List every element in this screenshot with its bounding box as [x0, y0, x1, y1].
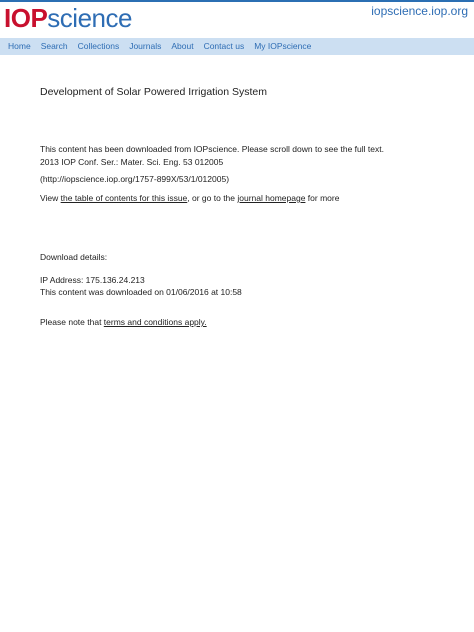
toc-link[interactable]: the table of contents for this issue — [60, 193, 188, 203]
nav-item-search — [41, 38, 68, 55]
nav-link-about[interactable]: About — [171, 41, 194, 51]
article-url: (http://iopscience.iop.org/1757-899X/53/1/012005) — [40, 174, 230, 184]
article-title: Development of Solar Powered Irrigation System — [40, 86, 268, 98]
nav-item-about — [171, 38, 193, 55]
logo-science: science — [47, 3, 132, 33]
site-header — [0, 0, 474, 38]
citation: 2013 IOP Conf. Ser.: Mater. Sci. Eng. 53 012005 — [40, 157, 224, 167]
site-link[interactable]: iopscience.iop.org — [371, 4, 468, 18]
nav-link-home[interactable]: Home — [8, 41, 31, 51]
nav-link-collections[interactable]: Collections — [77, 41, 120, 51]
nav-item-home — [8, 38, 31, 55]
nav-bar — [0, 38, 474, 55]
view-suffix: for more — [305, 193, 340, 203]
nav-item-journals — [129, 38, 161, 55]
ip-address: IP Address: 175.136.24.213 — [40, 275, 145, 285]
view-middle: , or go to the — [187, 193, 238, 203]
view-prefix: View — [40, 193, 61, 203]
terms-prefix: Please note that — [40, 317, 104, 327]
nav-link-my-iopscience[interactable]: My IOPscience — [254, 41, 312, 51]
nav-link-journals[interactable]: Journals — [129, 41, 162, 51]
nav-item-collections — [78, 38, 120, 55]
nav-list — [8, 38, 311, 55]
logo-iop: IOP — [4, 3, 48, 33]
terms-link[interactable]: terms and conditions apply. — [103, 317, 207, 327]
nav-item-my-iopscience — [254, 38, 311, 55]
download-details-heading: Download details: — [40, 252, 108, 262]
download-date: This content was downloaded on 01/06/2016 at 10:58 — [40, 287, 242, 297]
nav-link-search[interactable]: Search — [40, 41, 68, 51]
download-notice: This content has been downloaded from IOPscience. Please scroll down to see the full text. — [40, 144, 384, 154]
view-line — [40, 193, 339, 204]
terms-line — [40, 317, 207, 328]
nav-link-contact[interactable]: Contact us — [203, 41, 245, 51]
nav-item-contact — [204, 38, 245, 55]
iopscience-logo[interactable] — [4, 3, 132, 33]
journal-homepage-link[interactable]: journal homepage — [237, 193, 306, 203]
